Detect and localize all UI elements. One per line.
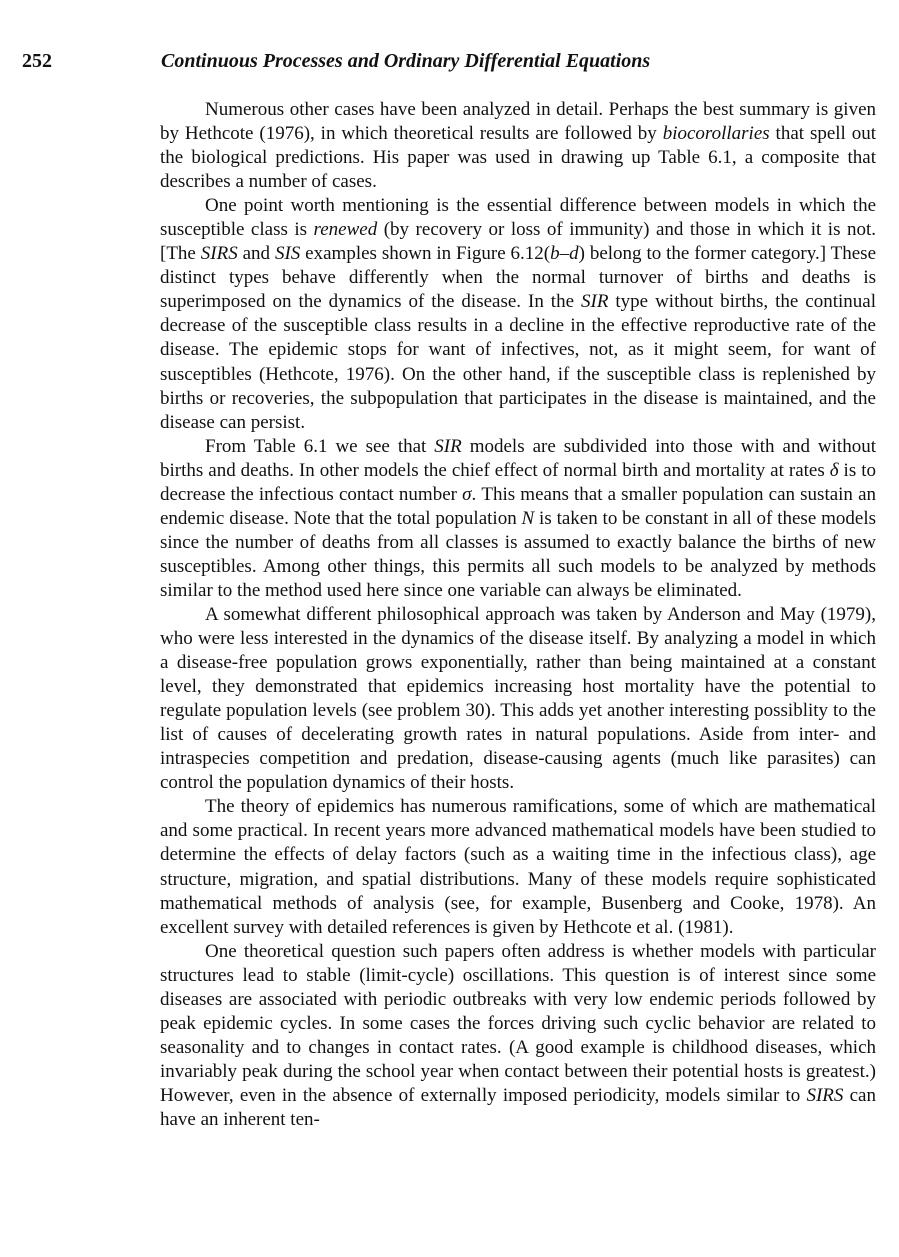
running-head: Continuous Processes and Ordinary Differential Equations <box>161 50 651 72</box>
paragraph-3: From Table 6.1 we see that SIR models are subdivided into those with and without births and deaths. In other models the chief effect of normal birth and mortality at rates δ is to decrease the infectious contact number σ. This means that a smaller population can sustain an endemic disease. Note that the total population N is taken to be constant in all of these models since the number of deaths from all classes is assumed to exactly balance the births of new susceptibles. Among other things, this permits all such models to be analyzed by methods similar to the method used here since one variable can always be eliminated. <box>160 435 877 601</box>
page-number: 252 <box>22 50 52 72</box>
paragraph-5: The theory of epidemics has numerous ramifications, some of which are mathematical and some practical. In recent years more advanced mathematical models have been studied to determine the effects of delay factors (such as a waiting time in the infectious class), age structure, migration, and spatial distributions. Many of these models require sophisticated mathematical methods of analysis (see, for example, Busenberg and Cooke, 1978). An excellent survey with detailed references is given by Hethcote et al. (1981). <box>160 796 876 938</box>
paragraph-1: Numerous other cases have been analyzed in detail. Perhaps the best summary is given by Hethcote (1976), in which theoretical results are followed by biocorollaries that spell out the biological predictions. His paper was used in drawing up Table 6.1, a composite that describes a number of cases. <box>160 99 877 193</box>
paragraph-6: One theoretical question such papers often address is whether models with particular structures lead to stable (limit-cycle) oscillations. This question is of interest since some diseases are associated with periodic outbreaks with very low endemic periods followed by peak epidemic cycles. In some cases the forces driving such cyclic behavior are related to seasonality and to changes in contact rates. (A good example is childhood diseases, which invariably peak during the school year when contact between their potential hosts is greatest.) However, even in the absence of externally imposed periodicity, models similar to SIRS can have an inherent ten- <box>160 940 876 1130</box>
paragraph-2: One point worth mentioning is the essential difference between models in which the susceptible class is renewed (by recovery or loss of immunity) and those in which it is not. [The SIRS and SIS examples shown in Figure 6.12(b–d) belong to the former category.] These distinct types behave differently when the normal turnover of births and deaths is superimposed on the dynamics of the disease. In the SIR type without births, the continual decrease of the susceptible class results in a decline in the effective reproductive rate of the disease. The epidemic stops for want of infectives, not, as it might seem, for want of susceptibles (Hethcote, 1976). On the other hand, if the susceptible class is replenished by births or recoveries, the subpopulation that participates in the disease is maintained, and the disease can persist. <box>160 195 877 433</box>
body-text <box>160 98 876 1132</box>
page-header <box>22 46 882 76</box>
paragraph-4: A somewhat different philosophical approach was taken by Anderson and May (1979), who were less interested in the dynamics of the disease itself. By analyzing a model in which a disease-free population grows exponentially, rather than being maintained at a constant level, they demonstrated that epidemics increasing host mortality have the potential to regulate population levels (see problem 30). This adds yet another interesting possiblity to the list of causes of decelerating growth rates in natural populations. Aside from inter- and intraspecies competition and predation, disease-causing agents (much like parasites) can control the population dynamics of their hosts. <box>160 603 876 794</box>
